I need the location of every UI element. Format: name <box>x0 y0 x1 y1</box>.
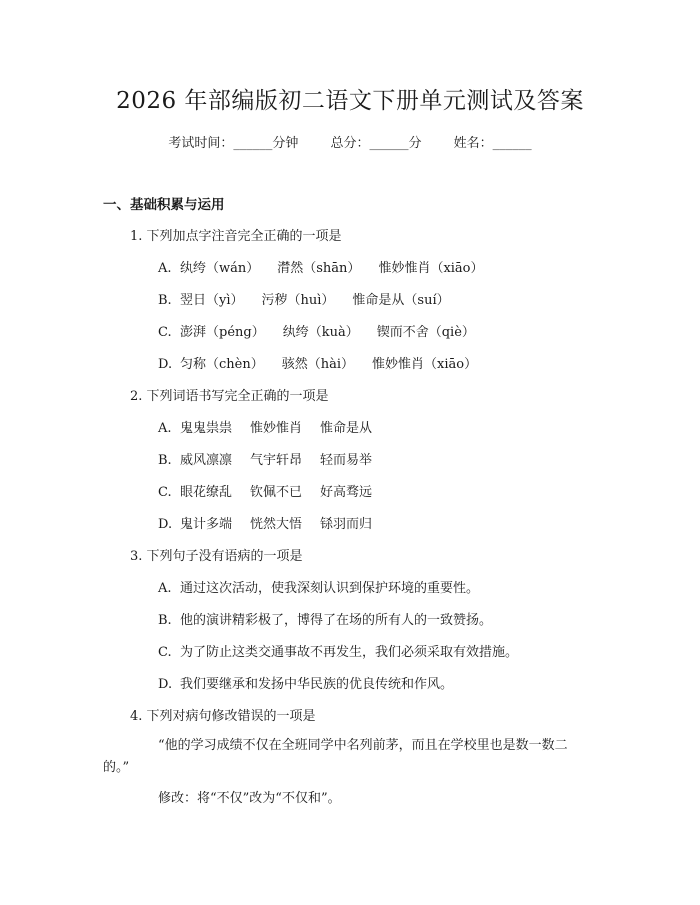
question-option <box>158 609 492 628</box>
option-word: 污秽（huì） <box>261 293 335 308</box>
option-letter: D. <box>158 517 173 532</box>
option-letter: A. <box>158 261 172 276</box>
option-letter: C. <box>158 325 172 340</box>
option-sentence: 为了防止这类交通事故不再发生，我们必须采取有效措施。 <box>180 645 519 660</box>
question-option <box>158 353 495 372</box>
option-word: 翌日（yì） <box>180 293 244 308</box>
option-word: 威风凛凛 <box>180 453 233 468</box>
option-word: 潸然（shān） <box>277 261 361 276</box>
option-letter: B. <box>158 293 172 308</box>
quoted-sentence-line-2: 的。” <box>103 760 130 775</box>
exam-time-unit: 分钟 <box>272 136 299 151</box>
option-letter: D. <box>158 677 173 692</box>
option-letter: A. <box>158 421 172 436</box>
total-score-label: 总分： <box>330 136 370 151</box>
student-name-label: 姓名： <box>453 136 493 151</box>
option-word: 轻而易举 <box>320 453 373 468</box>
option-word: 好高骛远 <box>320 485 373 500</box>
option-sentence: 他的演讲精彩极了，博得了在场的所有人的一致赞扬。 <box>180 613 493 628</box>
total-score-field <box>330 136 421 151</box>
question-option <box>158 417 390 436</box>
total-score-blank: ______ <box>369 136 409 151</box>
question-option <box>158 641 518 660</box>
question-stem: 2. 下列词语书写完全正确的一项是 <box>130 389 329 404</box>
question-option <box>158 673 453 692</box>
option-word: 铩羽而归 <box>320 517 373 532</box>
revision-note: 修改：将“不仅”改为“不仅和”。 <box>158 791 341 806</box>
question-stem: 4. 下列对病句修改错误的一项是 <box>130 709 316 724</box>
question-option <box>158 449 390 468</box>
option-word: 钦佩不已 <box>250 485 303 500</box>
option-word: 纨绔（kuà） <box>282 325 359 340</box>
exam-time-field <box>168 136 298 151</box>
quoted-sentence-line-1: “他的学习成绩不仅在全班同学中名列前茅，而且在学校里也是数一数二 <box>158 738 568 753</box>
option-word: 纨绔（wán） <box>180 261 260 276</box>
question-stem: 3. 下列句子没有语病的一项是 <box>130 549 303 564</box>
question-option <box>158 513 390 532</box>
option-word: 匀称（chèn） <box>180 357 264 372</box>
option-sentence: 我们要继承和发扬中华民族的优良传统和作风。 <box>180 677 454 692</box>
option-letter: A. <box>158 581 172 596</box>
student-name-blank: ______ <box>492 136 532 151</box>
option-word: 恍然大悟 <box>250 517 303 532</box>
question-option <box>158 257 502 276</box>
option-letter: B. <box>158 453 172 468</box>
option-letter: C. <box>158 645 172 660</box>
question-option <box>158 289 468 308</box>
option-sentence: 通过这次活动，使我深刻认识到保护环境的重要性。 <box>180 581 480 596</box>
option-letter: C. <box>158 485 172 500</box>
option-word: 惟妙惟肖 <box>250 421 303 436</box>
exam-time-blank: ______ <box>233 136 273 151</box>
option-word: 鬼计多端 <box>180 517 233 532</box>
option-word: 澎湃（péng） <box>180 325 265 340</box>
section-heading: 一、基础积累与运用 <box>103 197 225 213</box>
exam-time-label: 考试时间： <box>168 136 234 151</box>
option-word: 骇然（hài） <box>281 357 355 372</box>
page-title: 2026 年部编版初二语文下册单元测试及答案 <box>116 88 584 114</box>
question-option <box>158 481 390 500</box>
student-name-field <box>454 136 532 151</box>
option-word: 惟命是从（suí） <box>352 293 450 308</box>
option-word: 眼花缭乱 <box>180 485 233 500</box>
option-word: 惟妙惟肖（xiāo） <box>372 357 478 372</box>
option-letter: D. <box>158 357 173 372</box>
option-word: 惟命是从 <box>320 421 373 436</box>
option-word: 鬼鬼祟祟 <box>180 421 233 436</box>
option-letter: B. <box>158 613 172 628</box>
total-score-unit: 分 <box>408 136 422 151</box>
question-option <box>158 577 479 596</box>
question-option <box>158 321 493 340</box>
option-word: 气宇轩昂 <box>250 453 303 468</box>
option-word: 锲而不舍（qiè） <box>376 325 475 340</box>
question-stem: 1. 下列加点字注音完全正确的一项是 <box>130 229 342 244</box>
exam-meta-line <box>0 132 700 151</box>
option-word: 惟妙惟肖（xiāo） <box>378 261 484 276</box>
